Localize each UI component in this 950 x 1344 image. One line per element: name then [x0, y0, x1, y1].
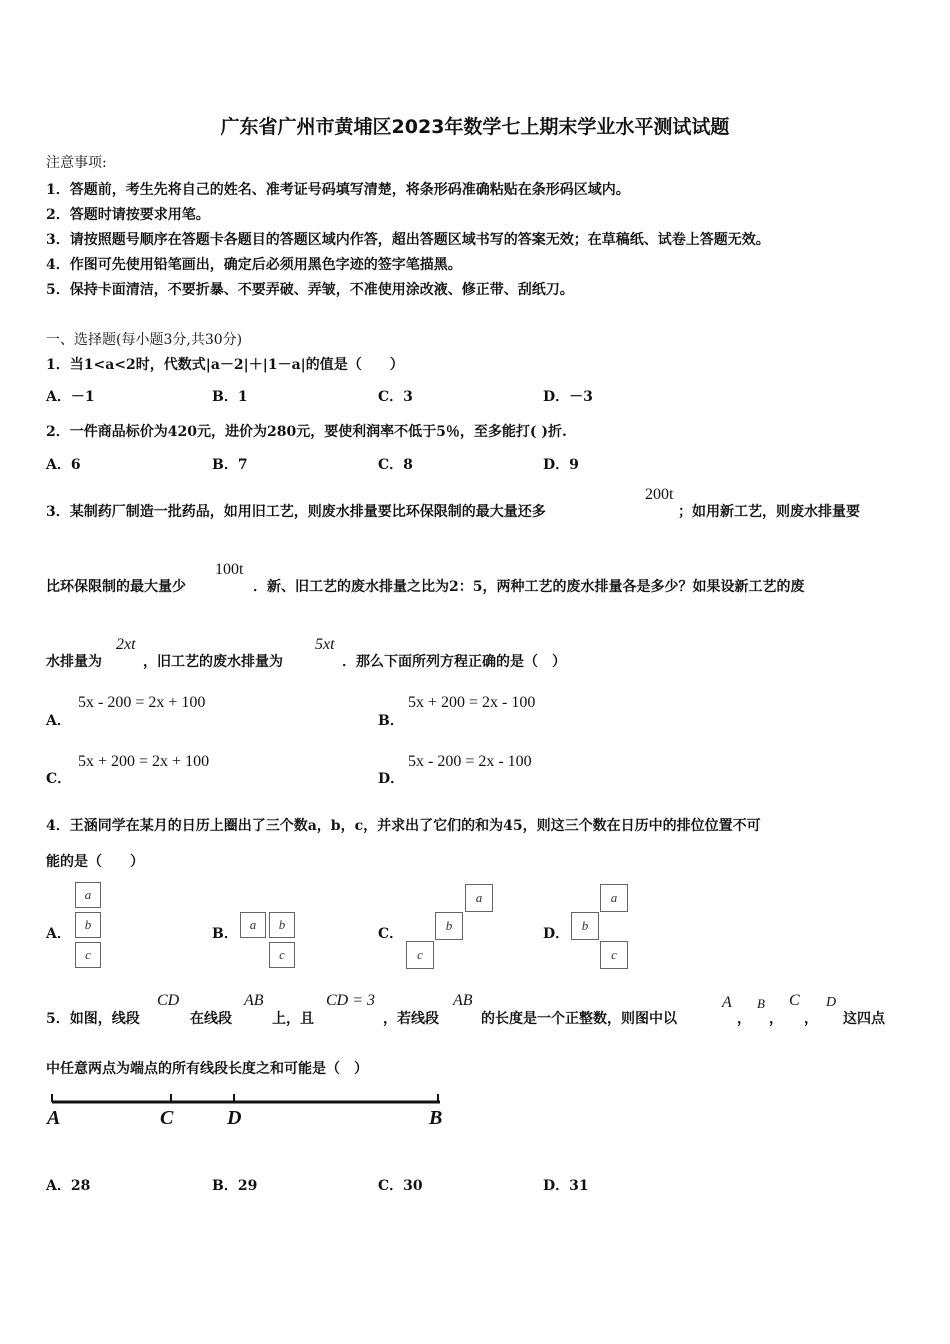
calendar-cell-c: c: [406, 941, 434, 969]
question-3-text: 3．某制药厂制造一批药品，如用旧工艺，则废水排量要比环保限制的最大量还多: [46, 504, 546, 520]
point-label-a: A: [47, 1107, 61, 1129]
calendar-cell-c: c: [75, 942, 101, 968]
question-3-text: 水排量为: [46, 654, 102, 670]
question-3-text: ，旧工艺的废水排量为: [143, 654, 283, 670]
q3-option-d-label[interactable]: D．: [378, 771, 405, 787]
math-AB: AB: [244, 992, 264, 1009]
segment-line: [46, 1090, 466, 1120]
separator: ，: [769, 1011, 783, 1027]
q2-option-c[interactable]: C．8: [378, 457, 413, 473]
math-AB: AB: [453, 992, 473, 1009]
section-heading: 一、选择题(每小题3分,共30分): [46, 332, 243, 348]
calendar-cell-a: a: [600, 884, 628, 912]
notice-item: 2．答题时请按要求用笔。: [46, 207, 210, 223]
q1-option-d[interactable]: D．－3: [543, 389, 593, 405]
q4-option-c-label[interactable]: C．: [378, 926, 404, 942]
notice-heading: 注意事项:: [46, 155, 107, 171]
q1-option-a[interactable]: A．－1: [46, 389, 95, 405]
q4-option-d-label[interactable]: D．: [543, 926, 570, 942]
notice-item: 5．保持卡面清洁，不要折暴、不要弄破、弄皱，不准使用涂改液、修正带、刮纸刀。: [46, 282, 574, 298]
page-title: 广东省广州市黄埔区2023年数学七上期末学业水平测试试题: [220, 116, 730, 138]
notice-item: 3．请按照题号顺序在答题卡各题目的答题区域内作答，超出答题区域书写的答案无效；在草稿纸、试卷上答题无效。: [46, 232, 770, 248]
math-2xt: 2xt: [116, 636, 136, 653]
math-100t: 100t: [215, 561, 244, 578]
question-5-text: ，若线段: [383, 1011, 439, 1027]
question-4-text: 能的是（ ）: [46, 854, 144, 870]
notice-item: 1．答题前，考生先将自己的姓名、准考证号码填写清楚，将条形码准确粘贴在条形码区域内。: [46, 182, 630, 198]
q3-option-b-label[interactable]: B．: [378, 713, 404, 729]
q1-option-b[interactable]: B．1: [212, 389, 248, 405]
question-4-text: 4．王涵同学在某月的日历上圈出了三个数a，b，c，并求出了它们的和为45，则这三个数在日历中的排位位置不可: [46, 818, 761, 834]
math-D: D: [826, 995, 837, 1010]
math-5xt: 5xt: [315, 636, 335, 653]
question-5-text: 中任意两点为端点的所有线段长度之和可能是（ ）: [46, 1061, 368, 1077]
q5-option-a[interactable]: A．28: [46, 1178, 91, 1194]
q5-option-c[interactable]: C．30: [378, 1178, 423, 1194]
q2-option-b[interactable]: B．7: [212, 457, 248, 473]
point-label-c: C: [160, 1107, 174, 1129]
question-5-text: 在线段: [190, 1011, 232, 1027]
question-5-text: 5．如图，线段: [46, 1011, 140, 1027]
question-3-text: ．新、旧工艺的废水排量之比为2：5，两种工艺的废水排量各是多少？如果设新工艺的废: [253, 579, 805, 595]
calendar-cell-b: b: [75, 912, 101, 938]
calendar-cell-c: c: [600, 941, 628, 969]
separator: ，: [737, 1011, 751, 1027]
calendar-cell-a: a: [75, 882, 101, 908]
question-3-text: 比环保限制的最大量少: [46, 579, 186, 595]
question-1: 1．当1<a<2时，代数式|a－2|＋|1－a|的值是（ ）: [46, 357, 404, 373]
q1-option-c[interactable]: C．3: [378, 389, 413, 405]
q2-option-d[interactable]: D．9: [543, 457, 579, 473]
notice-item: 4．作图可先使用铅笔画出，确定后必须用黑色字迹的签字笔描黑。: [46, 257, 462, 273]
calendar-cell-b: b: [269, 912, 295, 938]
q3-option-b-expr: 5x + 200 = 2x - 100: [408, 694, 536, 711]
math-A: A: [722, 994, 732, 1011]
q2-option-a[interactable]: A．6: [46, 457, 81, 473]
math-B: B: [757, 996, 765, 1011]
calendar-cell-a: a: [240, 912, 266, 938]
q3-option-a-expr: 5x - 200 = 2x + 100: [78, 694, 206, 711]
calendar-cell-b: b: [571, 912, 599, 940]
point-label-d: D: [227, 1107, 242, 1129]
math-CD-3: CD = 3: [326, 992, 376, 1009]
q3-option-d-expr: 5x - 200 = 2x - 100: [408, 753, 532, 770]
math-200t: 200t: [645, 486, 674, 503]
question-3-text: ．那么下面所列方程正确的是（ ）: [342, 654, 566, 670]
calendar-cell-a: a: [465, 884, 493, 912]
question-5-text: 上，且: [272, 1011, 314, 1027]
q3-option-c-expr: 5x + 200 = 2x + 100: [78, 753, 210, 770]
separator: ，: [804, 1011, 818, 1027]
q3-option-c-label[interactable]: C．: [46, 771, 72, 787]
question-5-text: 这四点: [843, 1011, 885, 1027]
question-3-text: ；如用新工艺，则废水排量要: [678, 504, 860, 520]
calendar-cell-b: b: [435, 912, 463, 940]
q3-option-a-label[interactable]: A．: [46, 713, 71, 729]
q4-option-b-label[interactable]: B．: [212, 926, 238, 942]
question-2: 2．一件商品标价为420元，进价为280元，要使利润率不低于5％，至多能打( )折.: [46, 424, 567, 440]
question-5-text: 的长度是一个正整数，则图中以: [481, 1011, 677, 1027]
calendar-cell-c: c: [269, 942, 295, 968]
q4-option-a-label[interactable]: A．: [46, 926, 71, 942]
math-CD: CD: [157, 992, 180, 1009]
q5-option-d[interactable]: D．31: [543, 1178, 589, 1194]
math-C: C: [789, 992, 800, 1009]
point-label-b: B: [429, 1107, 443, 1129]
q5-option-b[interactable]: B．29: [212, 1178, 258, 1194]
